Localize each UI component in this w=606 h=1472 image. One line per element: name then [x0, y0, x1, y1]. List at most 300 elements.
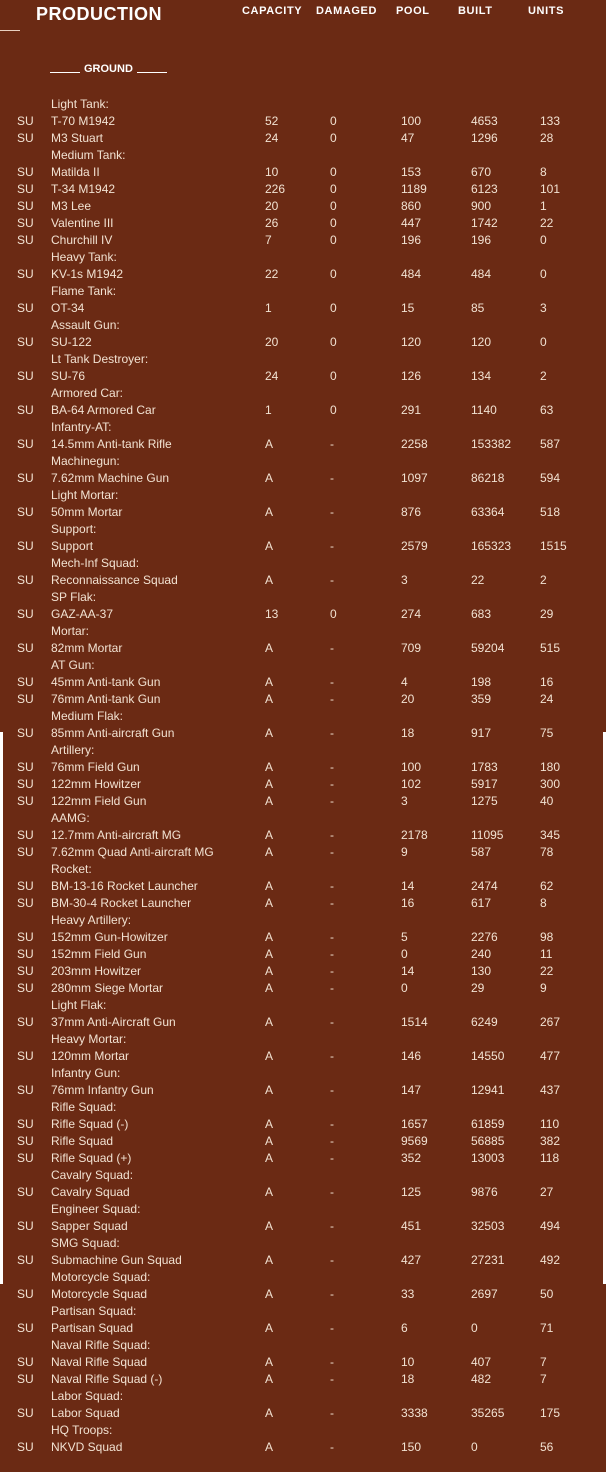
category-label — [0, 657, 606, 674]
table-row[interactable] — [0, 436, 606, 453]
nation-cell: SU — [17, 675, 34, 689]
pool-cell: 125 — [401, 1185, 422, 1199]
table-row[interactable] — [0, 827, 606, 844]
built-cell: 6249 — [471, 1015, 498, 1029]
unit-name-cell: 37mm Anti-Aircraft Gun — [51, 1015, 176, 1029]
unit-name-cell: 152mm Gun-Howitzer — [51, 930, 168, 944]
pool-cell: 1097 — [401, 471, 428, 485]
capacity-cell: A — [265, 1083, 274, 1097]
category-label — [0, 1065, 606, 1082]
section-label: GROUND — [84, 63, 133, 75]
pool-cell: 0 — [401, 947, 408, 961]
capacity-cell: 20 — [265, 199, 279, 213]
capacity-cell: A — [265, 1355, 274, 1369]
section-heading-ground — [46, 63, 171, 75]
unit-name-cell: 76mm Anti-tank Gun — [51, 692, 161, 706]
table-row[interactable] — [0, 1320, 606, 1337]
units-cell: 1515 — [540, 539, 567, 553]
nation-cell: SU — [17, 216, 34, 230]
pool-cell: 2258 — [401, 437, 428, 451]
column-header-capacity[interactable]: CAPACITY — [242, 5, 303, 17]
unit-name-cell: SU-122 — [51, 335, 92, 349]
table-row[interactable] — [0, 1218, 606, 1235]
pool-cell: 14 — [401, 879, 415, 893]
table-row[interactable] — [0, 266, 606, 283]
pool-cell: 18 — [401, 1372, 415, 1386]
built-cell: 61859 — [471, 1117, 505, 1131]
damaged-cell: - — [330, 726, 334, 740]
unit-name-cell: OT-34 — [51, 301, 85, 315]
table-row[interactable] — [0, 1082, 606, 1099]
unit-name-cell: BA-64 Armored Car — [51, 403, 156, 417]
built-cell: 198 — [471, 675, 492, 689]
category-label — [0, 351, 606, 368]
nation-cell: SU — [17, 777, 34, 791]
table-row[interactable] — [0, 1252, 606, 1269]
category-name: Mortar: — [51, 624, 90, 638]
category-label — [0, 589, 606, 606]
nation-cell: SU — [17, 794, 34, 808]
capacity-cell: 22 — [265, 267, 279, 281]
unit-name-cell: T-70 M1942 — [51, 114, 116, 128]
category-label — [0, 1269, 606, 1286]
category-label — [0, 385, 606, 402]
built-cell: 63364 — [471, 505, 505, 519]
pool-cell: 15 — [401, 301, 415, 315]
damaged-cell: - — [330, 930, 334, 944]
capacity-cell: A — [265, 760, 274, 774]
pool-cell: 120 — [401, 335, 422, 349]
unit-name-cell: 76mm Field Gun — [51, 760, 140, 774]
unit-name-cell: 85mm Anti-aircraft Gun — [51, 726, 175, 740]
units-cell: 3 — [540, 301, 547, 315]
category-label — [0, 708, 606, 725]
category-name: SMG Squad: — [51, 1236, 120, 1250]
pool-cell: 1189 — [401, 182, 427, 196]
category-label — [0, 521, 606, 538]
capacity-cell: A — [265, 1117, 274, 1131]
table-row[interactable] — [0, 929, 606, 946]
nation-cell: SU — [17, 896, 34, 910]
capacity-cell: A — [265, 1406, 274, 1420]
pool-cell: 0 — [401, 981, 408, 995]
units-cell: 8 — [540, 165, 547, 179]
unit-name-cell: 76mm Infantry Gun — [51, 1083, 154, 1097]
nation-cell: SU — [17, 471, 34, 485]
nation-cell: SU — [17, 335, 34, 349]
table-row[interactable] — [0, 674, 606, 691]
damaged-cell: - — [330, 539, 334, 553]
nation-cell: SU — [17, 1440, 34, 1454]
damaged-cell: - — [330, 1185, 334, 1199]
table-row[interactable] — [0, 1150, 606, 1167]
units-cell: 7 — [540, 1355, 547, 1369]
table-row[interactable] — [0, 1371, 606, 1388]
table-row[interactable] — [0, 538, 606, 555]
capacity-cell: A — [265, 1253, 274, 1267]
table-row[interactable] — [0, 793, 606, 810]
category-name: Heavy Artillery: — [51, 913, 132, 927]
table-row[interactable] — [0, 368, 606, 385]
category-name: Heavy Tank: — [51, 250, 117, 264]
capacity-cell: 26 — [265, 216, 279, 230]
table-row[interactable] — [0, 1014, 606, 1031]
units-cell: 78 — [540, 845, 554, 859]
units-cell: 62 — [540, 879, 554, 893]
category-name: Light Tank: — [51, 97, 109, 111]
pool-cell: 196 — [401, 233, 422, 247]
built-cell: 1296 — [471, 131, 498, 145]
units-cell: 1 — [540, 199, 547, 213]
category-name: Artillery: — [51, 743, 95, 757]
capacity-cell: A — [265, 1134, 274, 1148]
pool-cell: 291 — [401, 403, 422, 417]
units-cell: 587 — [540, 437, 561, 451]
capacity-cell: A — [265, 845, 274, 859]
category-name: Lt Tank Destroyer: — [51, 352, 149, 366]
category-name: HQ Troops: — [51, 1423, 113, 1437]
table-row[interactable] — [0, 470, 606, 487]
pool-cell: 20 — [401, 692, 415, 706]
units-cell: 594 — [540, 471, 561, 485]
table-row[interactable] — [0, 113, 606, 130]
pool-cell: 147 — [401, 1083, 422, 1097]
capacity-cell: A — [265, 1372, 274, 1386]
damaged-cell: 0 — [330, 403, 337, 417]
nation-cell: SU — [17, 1321, 34, 1335]
built-cell: 900 — [471, 199, 492, 213]
nation-cell: SU — [17, 1287, 34, 1301]
nation-cell: SU — [17, 726, 34, 740]
built-cell: 1783 — [471, 760, 498, 774]
column-header-pool[interactable]: POOL — [396, 5, 430, 17]
pool-cell: 2178 — [401, 828, 428, 842]
table-row[interactable] — [0, 844, 606, 861]
damaged-cell: 0 — [330, 369, 337, 383]
capacity-cell: A — [265, 1185, 274, 1199]
damaged-cell: 0 — [330, 165, 337, 179]
nation-cell: SU — [17, 114, 34, 128]
pool-cell: 352 — [401, 1151, 422, 1165]
table-row[interactable] — [0, 1405, 606, 1422]
capacity-cell: A — [265, 573, 274, 587]
category-name: Flame Tank: — [51, 284, 117, 298]
table-row[interactable] — [0, 334, 606, 351]
capacity-cell: A — [265, 896, 274, 910]
table-row[interactable] — [0, 725, 606, 742]
units-cell: 98 — [540, 930, 554, 944]
pool-cell: 3 — [401, 573, 408, 587]
built-cell: 196 — [471, 233, 492, 247]
capacity-cell: 20 — [265, 335, 279, 349]
table-row[interactable] — [0, 1286, 606, 1303]
units-cell: 515 — [540, 641, 561, 655]
damaged-cell: 0 — [330, 199, 337, 213]
unit-name-cell: GAZ-AA-37 — [51, 607, 114, 621]
table-row[interactable] — [0, 232, 606, 249]
built-cell: 6123 — [471, 182, 498, 196]
production-table — [0, 96, 606, 1456]
units-cell: 40 — [540, 794, 554, 808]
capacity-cell: A — [265, 964, 274, 978]
table-row[interactable] — [0, 963, 606, 980]
units-cell: 16 — [540, 675, 554, 689]
table-row[interactable] — [0, 164, 606, 181]
units-cell: 9 — [540, 981, 547, 995]
built-cell: 1742 — [471, 216, 498, 230]
capacity-cell: A — [265, 437, 274, 451]
table-row[interactable] — [0, 759, 606, 776]
table-row[interactable] — [0, 1048, 606, 1065]
header-divider — [0, 30, 20, 31]
damaged-cell: - — [330, 845, 334, 859]
category-label — [0, 861, 606, 878]
damaged-cell: 0 — [330, 335, 337, 349]
capacity-cell: A — [265, 930, 274, 944]
units-cell: 29 — [540, 607, 554, 621]
capacity-cell: A — [265, 947, 274, 961]
category-label — [0, 147, 606, 164]
pool-cell: 100 — [401, 760, 422, 774]
units-cell: 518 — [540, 505, 561, 519]
capacity-cell: A — [265, 1015, 274, 1029]
category-label — [0, 317, 606, 334]
unit-name-cell: Valentine III — [51, 216, 114, 230]
column-header-units[interactable]: UNITS — [528, 5, 564, 17]
nation-cell: SU — [17, 760, 34, 774]
table-row[interactable] — [0, 215, 606, 232]
table-row[interactable] — [0, 130, 606, 147]
capacity-cell: A — [265, 1287, 274, 1301]
units-cell: 2 — [540, 369, 547, 383]
pool-cell: 18 — [401, 726, 415, 740]
built-cell: 0 — [471, 1440, 478, 1454]
damaged-cell: - — [330, 879, 334, 893]
table-row[interactable] — [0, 181, 606, 198]
built-cell: 59204 — [471, 641, 505, 655]
category-label — [0, 283, 606, 300]
section-rule-left — [50, 72, 80, 73]
category-name: Medium Tank: — [51, 148, 126, 162]
table-row[interactable] — [0, 895, 606, 912]
table-row[interactable] — [0, 198, 606, 215]
built-cell: 2697 — [471, 1287, 498, 1301]
table-row[interactable] — [0, 1354, 606, 1371]
capacity-cell: A — [265, 675, 274, 689]
table-row[interactable] — [0, 691, 606, 708]
built-cell: 27231 — [471, 1253, 505, 1267]
unit-name-cell: 152mm Field Gun — [51, 947, 147, 961]
damaged-cell: 0 — [330, 114, 337, 128]
units-cell: 0 — [540, 267, 547, 281]
table-row[interactable] — [0, 878, 606, 895]
category-label — [0, 96, 606, 113]
column-header-built[interactable]: BUILT — [458, 5, 493, 17]
built-cell: 917 — [471, 726, 492, 740]
nation-cell: SU — [17, 879, 34, 893]
category-name: Support: — [51, 522, 97, 536]
table-row[interactable] — [0, 1439, 606, 1456]
unit-name-cell: Support — [51, 539, 94, 553]
unit-name-cell: 122mm Field Gun — [51, 794, 147, 808]
nation-cell: SU — [17, 131, 34, 145]
category-label — [0, 1303, 606, 1320]
units-cell: 175 — [540, 1406, 561, 1420]
unit-name-cell: M3 Lee — [51, 199, 92, 213]
table-row[interactable] — [0, 1116, 606, 1133]
table-row[interactable] — [0, 1133, 606, 1150]
pool-cell: 10 — [401, 1355, 415, 1369]
table-row[interactable] — [0, 980, 606, 997]
pool-cell: 709 — [401, 641, 422, 655]
units-cell: 101 — [540, 182, 561, 196]
category-name: Partisan Squad: — [51, 1304, 137, 1318]
pool-cell: 427 — [401, 1253, 422, 1267]
category-label — [0, 453, 606, 470]
damaged-cell: 0 — [330, 233, 337, 247]
capacity-cell: A — [265, 471, 274, 485]
nation-cell: SU — [17, 233, 34, 247]
damaged-cell: - — [330, 1287, 334, 1301]
unit-name-cell: Labor Squad — [51, 1406, 120, 1420]
damaged-cell: - — [330, 1151, 334, 1165]
units-cell: 118 — [540, 1151, 560, 1165]
category-name: Rocket: — [51, 862, 92, 876]
units-cell: 27 — [540, 1185, 554, 1199]
capacity-cell: 1 — [265, 301, 272, 315]
unit-name-cell: T-34 M1942 — [51, 182, 116, 196]
damaged-cell: - — [330, 1406, 334, 1420]
built-cell: 14550 — [471, 1049, 505, 1063]
damaged-cell: - — [330, 505, 334, 519]
nation-cell: SU — [17, 1372, 34, 1386]
built-cell: 1275 — [471, 794, 498, 808]
category-label — [0, 249, 606, 266]
category-name: Cavalry Squad: — [51, 1168, 134, 1182]
table-row[interactable] — [0, 606, 606, 623]
units-cell: 345 — [540, 828, 561, 842]
pool-cell: 3 — [401, 794, 408, 808]
table-row[interactable] — [0, 640, 606, 657]
units-cell: 382 — [540, 1134, 561, 1148]
capacity-cell: 24 — [265, 369, 279, 383]
units-cell: 300 — [540, 777, 561, 791]
nation-cell: SU — [17, 539, 34, 553]
table-row[interactable] — [0, 946, 606, 963]
unit-name-cell: Naval Rifle Squad (-) — [51, 1372, 163, 1386]
unit-name-cell: 280mm Siege Mortar — [51, 981, 164, 995]
category-label — [0, 1167, 606, 1184]
units-cell: 437 — [540, 1083, 561, 1097]
unit-name-cell: Motorcycle Squad — [51, 1287, 148, 1301]
units-cell: 494 — [540, 1219, 561, 1233]
units-cell: 180 — [540, 760, 561, 774]
nation-cell: SU — [17, 1253, 34, 1267]
category-name: Rifle Squad: — [51, 1100, 117, 1114]
units-cell: 110 — [540, 1117, 560, 1131]
category-label — [0, 1099, 606, 1116]
category-label — [0, 1337, 606, 1354]
pool-cell: 9 — [401, 845, 408, 859]
table-row[interactable] — [0, 300, 606, 317]
built-cell: 32503 — [471, 1219, 505, 1233]
unit-name-cell: Submachine Gun Squad — [51, 1253, 182, 1267]
unit-name-cell: Naval Rifle Squad — [51, 1355, 148, 1369]
built-cell: 484 — [471, 267, 492, 281]
pool-cell: 9569 — [401, 1134, 428, 1148]
units-cell: 477 — [540, 1049, 561, 1063]
unit-name-cell: 45mm Anti-tank Gun — [51, 675, 161, 689]
pool-cell: 47 — [401, 131, 415, 145]
capacity-cell: 1 — [265, 403, 272, 417]
damaged-cell: 0 — [330, 182, 337, 196]
built-cell: 2276 — [471, 930, 498, 944]
column-header-damaged[interactable]: DAMAGED — [316, 5, 378, 17]
page-title: PRODUCTION — [36, 4, 162, 24]
category-name: Light Mortar: — [51, 488, 119, 502]
unit-name-cell: Rifle Squad (-) — [51, 1117, 129, 1131]
capacity-cell: A — [265, 539, 274, 553]
built-cell: 240 — [471, 947, 492, 961]
category-name: Mech-Inf Squad: — [51, 556, 140, 570]
unit-name-cell: BM-30-4 Rocket Launcher — [51, 896, 192, 910]
unit-name-cell: KV-1s M1942 — [51, 267, 124, 281]
damaged-cell: - — [330, 1253, 334, 1267]
pool-cell: 484 — [401, 267, 422, 281]
table-row[interactable] — [0, 572, 606, 589]
pool-cell: 146 — [401, 1049, 422, 1063]
nation-cell: SU — [17, 1134, 34, 1148]
capacity-cell: A — [265, 1049, 274, 1063]
nation-cell: SU — [17, 964, 34, 978]
unit-name-cell: Matilda II — [51, 165, 100, 179]
production-header — [0, 0, 606, 32]
capacity-cell: 24 — [265, 131, 279, 145]
table-row[interactable] — [0, 504, 606, 521]
nation-cell: SU — [17, 573, 34, 587]
table-row[interactable] — [0, 402, 606, 419]
pool-cell: 447 — [401, 216, 422, 230]
category-name: Armored Car: — [51, 386, 124, 400]
damaged-cell: 0 — [330, 216, 337, 230]
category-name: AAMG: — [51, 811, 90, 825]
units-cell: 24 — [540, 692, 554, 706]
pool-cell: 4 — [401, 675, 408, 689]
units-cell: 133 — [540, 114, 561, 128]
category-name: Light Flak: — [51, 998, 107, 1012]
pool-cell: 1514 — [401, 1015, 428, 1029]
built-cell: 85 — [471, 301, 485, 315]
category-label — [0, 810, 606, 827]
pool-cell: 100 — [401, 114, 422, 128]
unit-name-cell: SU-76 — [51, 369, 86, 383]
built-cell: 134 — [471, 369, 492, 383]
table-row[interactable] — [0, 776, 606, 793]
category-name: Assault Gun: — [51, 318, 120, 332]
table-row[interactable] — [0, 1184, 606, 1201]
built-cell: 482 — [471, 1372, 492, 1386]
category-label — [0, 912, 606, 929]
unit-name-cell: 50mm Mortar — [51, 505, 123, 519]
nation-cell: SU — [17, 1049, 34, 1063]
unit-name-cell: 7.62mm Quad Anti-aircraft MG — [51, 845, 214, 859]
built-cell: 153382 — [471, 437, 512, 451]
nation-cell: SU — [17, 1015, 34, 1029]
unit-name-cell: 82mm Mortar — [51, 641, 123, 655]
built-cell: 86218 — [471, 471, 505, 485]
nation-cell: SU — [17, 301, 34, 315]
units-cell: 56 — [540, 1440, 554, 1454]
